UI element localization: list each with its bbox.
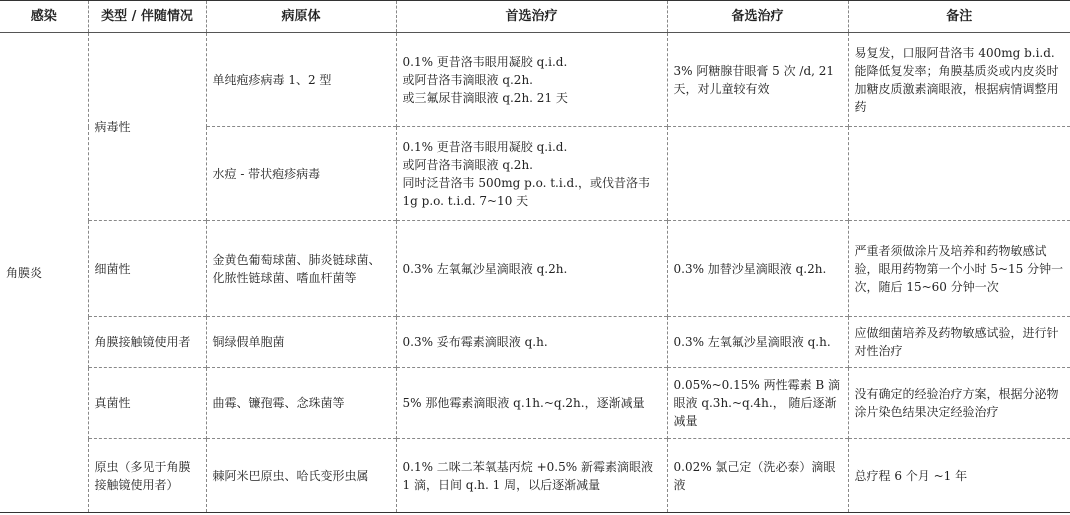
- pathogen-cell: 铜绿假单胞菌: [206, 317, 396, 368]
- alternative-cell: 3% 阿糖腺苷眼膏 5 次 /d, 21 天，对儿童较有效: [667, 33, 848, 127]
- first-line-cell: [396, 317, 667, 368]
- header-pathogen: 病原体: [206, 1, 396, 33]
- pathogen-cell: 金黄色葡萄球菌、肺炎链球菌、化脓性链球菌、嗜血杆菌等: [206, 221, 396, 317]
- header-note: 备注: [848, 1, 1070, 33]
- pathogen-cell: 单纯疱疹病毒 1、2 型: [206, 33, 396, 127]
- alternative-cell: 0.3% 加替沙星滴眼液 q.2h.: [667, 221, 848, 317]
- note-cell: 没有确定的经验治疗方案，根据分泌物涂片染色结果决定经验治疗: [848, 368, 1070, 439]
- first-line-text: 或阿昔洛韦滴眼液 q.2h.: [402, 72, 533, 87]
- header-first-line: 首选治疗: [396, 1, 667, 33]
- type-cell: 病毒性: [88, 33, 206, 221]
- first-line-cell: [396, 368, 667, 439]
- note-cell: 严重者须做涂片及培养和药物敏感试验，眼用药物第一个小时 5~15 分钟一次，随后 15~60 分钟一次: [848, 221, 1070, 317]
- first-line-text: 0.1% 更昔洛韦眼用凝胶 q.i.d.: [402, 139, 568, 154]
- table-row: [0, 368, 1070, 439]
- first-line-text: 或三氟尿苷滴眼液 q.2h. 21 天: [402, 90, 568, 105]
- first-line-cell: [396, 439, 667, 513]
- alternative-cell: 0.02% 氯己定（洗必泰）滴眼液: [667, 439, 848, 513]
- note-cell: 总疗程 6 个月 ~1 年: [848, 439, 1070, 513]
- pathogen-cell: 棘阿米巴原虫、哈氏变形虫属: [206, 439, 396, 513]
- first-line-cell: [396, 127, 667, 221]
- type-cell: 真菌性: [88, 368, 206, 439]
- infection-cell: 角膜炎: [0, 33, 88, 513]
- first-line-text: 0.1% 更昔洛韦眼用凝胶 q.i.d.: [402, 54, 568, 69]
- first-line-cell: [396, 33, 667, 127]
- table-row: [0, 439, 1070, 513]
- first-line-cell: [396, 221, 667, 317]
- first-line-text: 或阿昔洛韦滴眼液 q.2h.: [402, 157, 533, 172]
- alternative-cell: [667, 127, 848, 221]
- first-line-text: 0.1% 二咪二苯氧基丙烷 +0.5% 新霉素滴眼液 1 滴，日间 q.h. 1 周，以后逐渐减量: [402, 459, 653, 492]
- alternative-cell: 0.05%~0.15% 两性霉素 B 滴眼液 q.3h.~q.4h.， 随后逐渐减量: [667, 368, 848, 439]
- first-line-text: 0.3% 妥布霉素滴眼液 q.h.: [402, 335, 548, 349]
- first-line-text: 同时泛昔洛韦 500mg p.o. t.i.d.，或伐昔洛韦 1g p.o. t.i.d. 7~10 天: [402, 175, 651, 208]
- type-cell: 原虫（多见于角膜接触镜使用者）: [88, 439, 206, 513]
- header-row: [0, 1, 1070, 33]
- header-infection: 感染: [0, 1, 88, 33]
- table-row: [0, 317, 1070, 368]
- type-cell: 角膜接触镜使用者: [88, 317, 206, 368]
- first-line-text: 5% 那他霉素滴眼液 q.1h.~q.2h.，逐渐减量: [402, 396, 645, 410]
- table-row: [0, 33, 1070, 127]
- table-row: [0, 221, 1070, 317]
- note-cell: [848, 127, 1070, 221]
- first-line-text: 0.3% 左氧氟沙星滴眼液 q.2h.: [402, 261, 568, 276]
- pathogen-cell: 曲霉、镰孢霉、念珠菌等: [206, 368, 396, 439]
- pathogen-cell: 水痘 - 带状疱疹病毒: [206, 127, 396, 221]
- header-type: 类型 / 伴随情况: [88, 1, 206, 33]
- note-cell: 应做细菌培养及药物敏感试验，进行针对性治疗: [848, 317, 1070, 368]
- note-cell: 易复发，口服阿昔洛韦 400mg b.i.d. 能降低复发率；角膜基质炎或内皮炎时加糖皮质激素滴眼液，根据病情调整用药: [848, 33, 1070, 127]
- alternative-cell: 0.3% 左氧氟沙星滴眼液 q.h.: [667, 317, 848, 368]
- header-alternative: 备选治疗: [667, 1, 848, 33]
- type-cell: 细菌性: [88, 221, 206, 317]
